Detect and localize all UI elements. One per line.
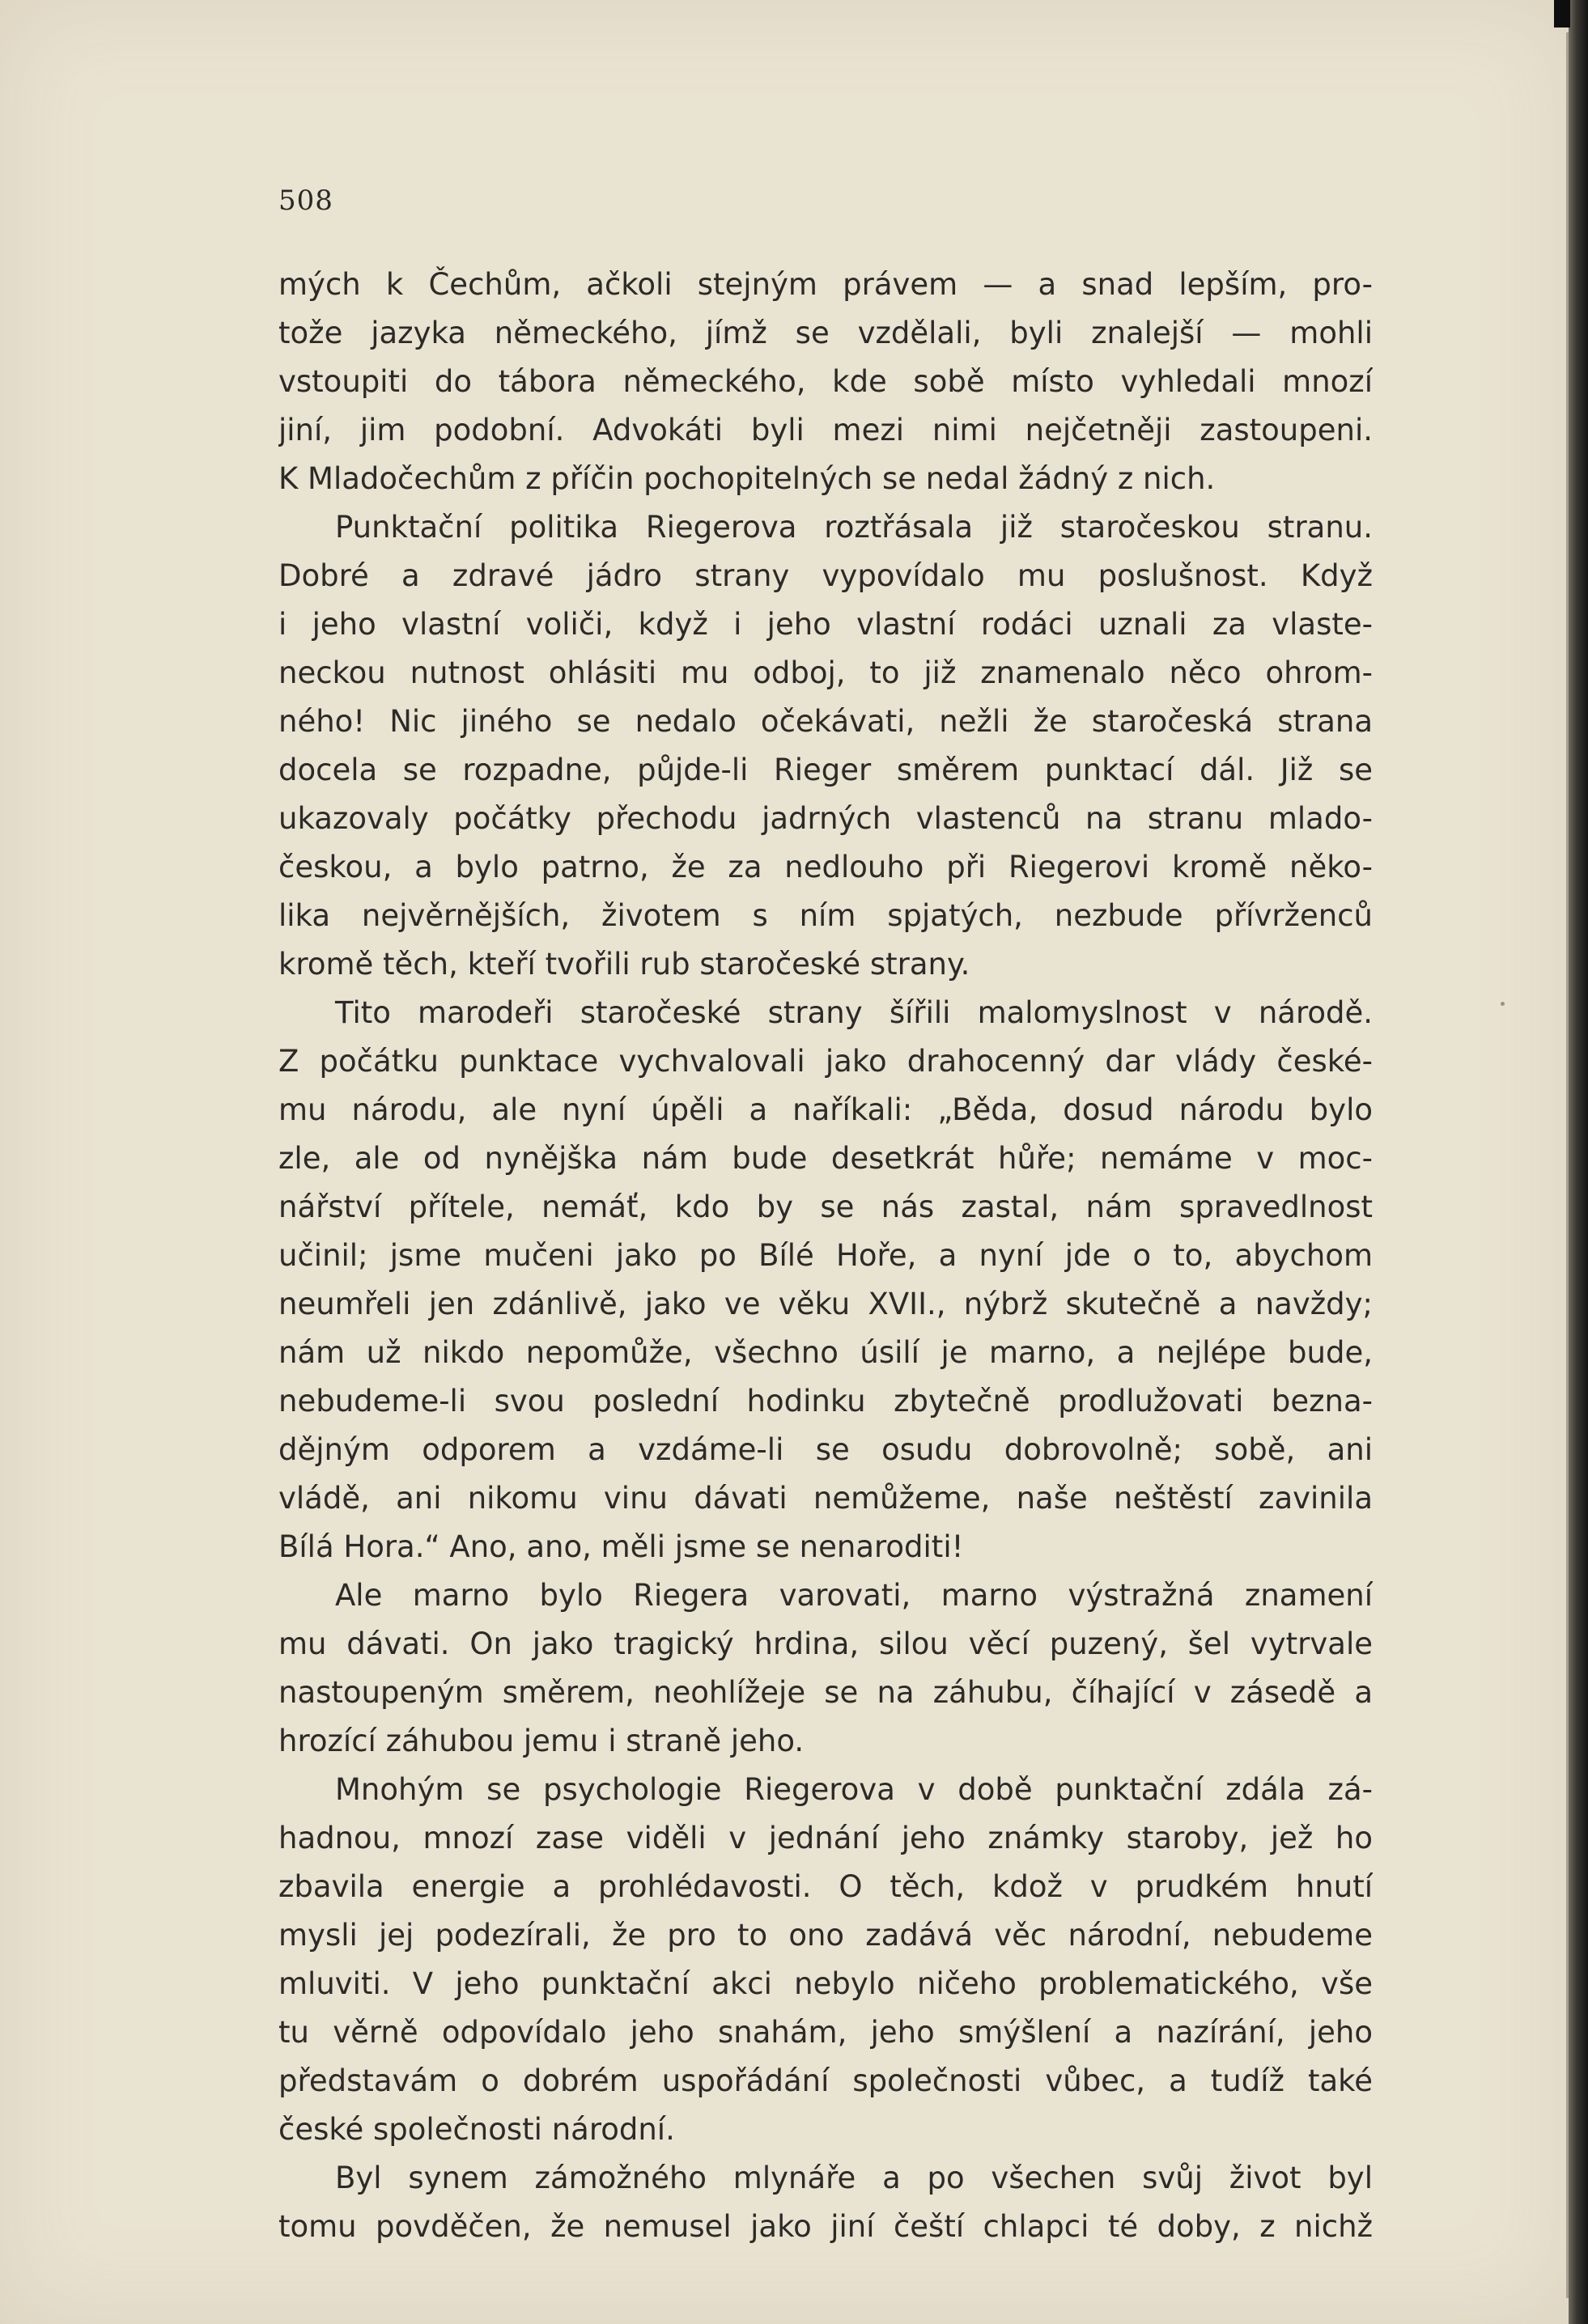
text-line: Bílá Hora.“ Ano, ano, měli jsme se nenaroditi!	[278, 1529, 964, 1564]
page-edge	[1569, 0, 1588, 2324]
text-line: českou, a bylo patrno, že za nedlouho při Riegerovi kromě něko-	[278, 850, 1373, 884]
text-line: kromě těch, kteří tvořili rub staročeské strany.	[278, 947, 970, 982]
text-line: Mnohým se psychologie Riegerova v době punktační zdála zá-	[335, 1772, 1373, 1807]
text-line: vstoupiti do tábora německého, kde sobě místo vyhledali mnozí	[278, 364, 1373, 399]
corner-mark	[1554, 0, 1570, 28]
text-line: české společnosti národní.	[278, 2112, 675, 2147]
text-line: mu dávati. On jako tragický hrdina, silou věcí puzený, šel vytrvale	[278, 1626, 1373, 1661]
text-line: mu národu, ale nyní úpěli a naříkali: „Běda, dosud národu bylo	[278, 1092, 1373, 1127]
text-line: nám už nikdo nepomůže, všechno úsilí je marno, a nejlépe bude,	[278, 1335, 1373, 1370]
text-line: tože jazyka německého, jímž se vzdělali, byli znalejší — mohli	[278, 316, 1373, 350]
text-line: neumřeli jen zdánlivě, jako ve věku XVII., nýbrž skutečně a navždy;	[278, 1287, 1373, 1321]
text-line: představám o dobrém uspořádání společnosti vůbec, a tudíž také	[278, 2063, 1373, 2098]
text-line: ukazovaly počátky přechodu jadrných vlastenců na stranu mlado-	[278, 801, 1373, 836]
text-line: K Mladočechům z příčin pochopitelných se nedal žádný z nich.	[278, 461, 1216, 496]
text-line: Z počátku punktace vychvalovali jako drahocenný dar vlády české-	[278, 1044, 1373, 1079]
text-line: hadnou, mnozí zase viděli v jednání jeho známky staroby, jež ho	[278, 1821, 1373, 1855]
text-line: neckou nutnost ohlásiti mu odboj, to již znamenalo něco ohrom-	[278, 655, 1373, 690]
text-line: hrozící záhubou jemu i straně jeho.	[278, 1724, 805, 1758]
text-line: vládě, ani nikomu vinu dávati nemůžeme, naše neštěstí zavinila	[278, 1481, 1373, 1516]
text-line: ného! Nic jiného se nedalo očekávati, nežli že staročeská strana	[278, 704, 1373, 739]
body-text	[278, 261, 1373, 2251]
text-line: i jeho vlastní voliči, když i jeho vlastní rodáci uznali za vlaste-	[278, 607, 1373, 642]
text-line: dějným odporem a vzdáme-li se osudu dobrovolně; sobě, ani	[278, 1432, 1373, 1467]
text-line: učinil; jsme mučeni jako po Bílé Hoře, a nyní jde o to, abychom	[278, 1238, 1373, 1273]
text-line: jiní, jim podobní. Advokáti byli mezi nimi nejčetněji zastoupeni.	[278, 413, 1373, 447]
text-line: zle, ale od nynějška nám bude desetkrát hůře; nemáme v moc-	[278, 1141, 1373, 1176]
text-line: Punktační politika Riegerova roztřásala již staročeskou stranu.	[335, 510, 1373, 545]
text-line: Byl synem zámožného mlynáře a po všechen svůj život byl	[335, 2161, 1373, 2195]
text-line: docela se rozpadne, půjde-li Rieger směrem punktací dál. Již se	[278, 753, 1373, 787]
text-line: nebudeme-li svou poslední hodinku zbytečně prodlužovati bezna-	[278, 1384, 1373, 1419]
text-line: mluviti. V jeho punktační akci nebylo ničeho problematického, vše	[278, 1966, 1373, 2001]
text-line: mých k Čechům, ačkoli stejným právem — a snad lepším, pro-	[278, 267, 1373, 302]
paper-speck	[1501, 1002, 1505, 1006]
text-line: nastoupeným směrem, neohlížeje se na záhubu, číhající v zásedě a	[278, 1675, 1373, 1710]
text-line: tomu povděčen, že nemusel jako jiní čeští chlapci té doby, z nichž	[278, 2209, 1373, 2244]
text-line: Ale marno bylo Riegera varovati, marno výstražná znamení	[335, 1578, 1373, 1613]
page-number: 508	[278, 184, 333, 217]
text-line: Dobré a zdravé jádro strany vypovídalo mu poslušnost. Když	[278, 558, 1373, 593]
text-line: mysli jej podezírali, že pro to ono zadává věc národní, nebudeme	[278, 1918, 1373, 1953]
text-line: nářství přítele, nemáť, kdo by se nás zastal, nám spravedlnost	[278, 1190, 1373, 1224]
text-line: tu věrně odpovídalo jeho snahám, jeho smýšlení a nazírání, jeho	[278, 2015, 1373, 2050]
text-line: zbavila energie a prohlédavosti. O těch, kdož v prudkém hnutí	[278, 1869, 1373, 1904]
text-line: lika nejvěrnějších, životem s ním spjatých, nezbude přívrženců	[278, 898, 1373, 933]
text-line: Tito marodeři staročeské strany šířili malomyslnost v národě.	[335, 995, 1373, 1030]
